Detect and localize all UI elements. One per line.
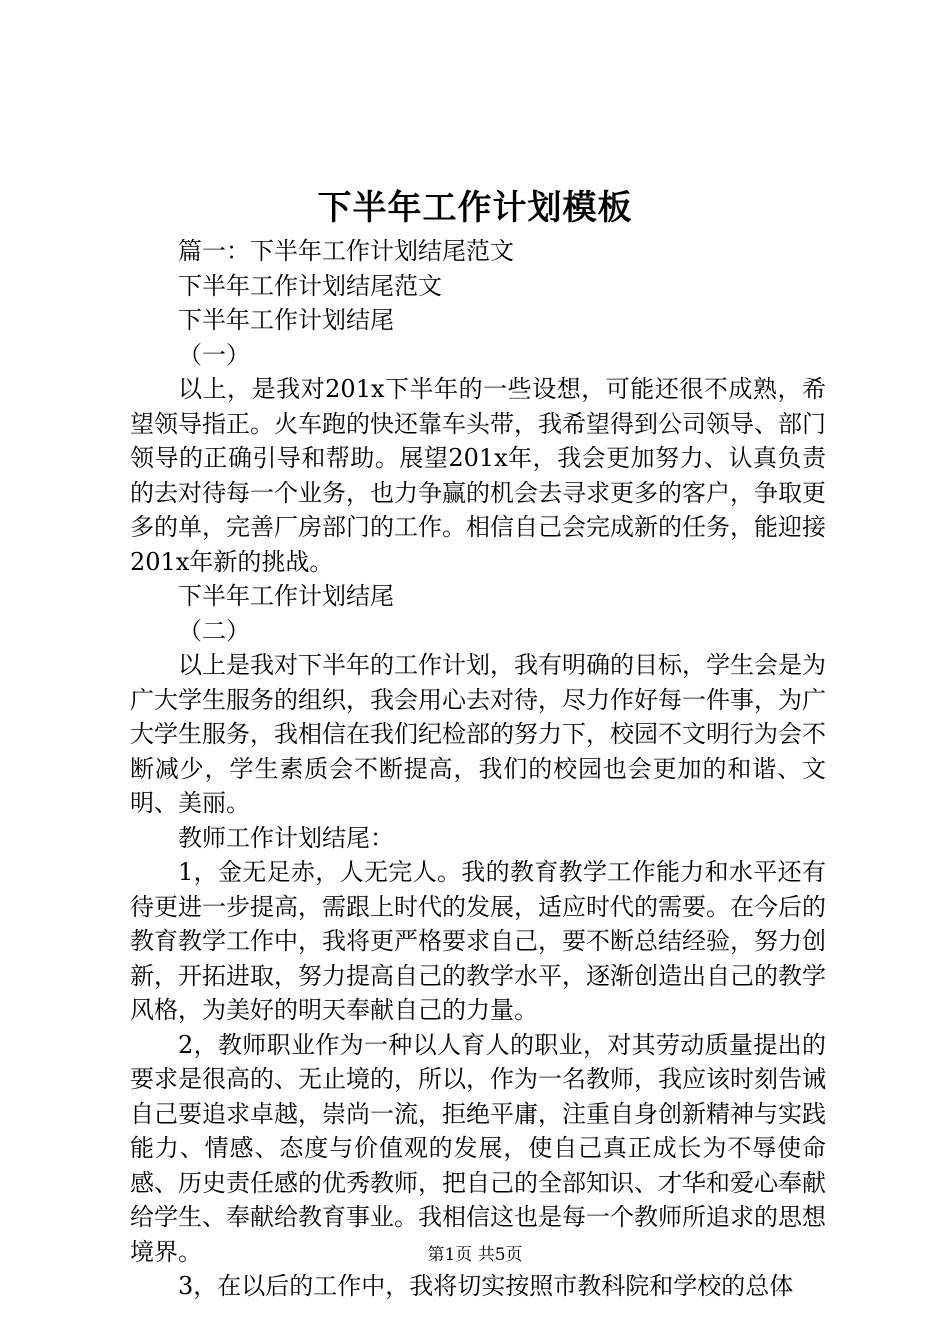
section-number: （二） [178, 616, 250, 645]
section-subheading: 教师工作计划结尾： [178, 823, 394, 852]
body-paragraph: 3，在以后的工作中，我将切实按照市教科院和学校的总体 [178, 1272, 794, 1300]
page-footer: 第1页 共5页 [427, 1245, 523, 1265]
section-number: （一） [178, 340, 250, 369]
body-paragraph: 以上是我对下半年的工作计划，我有明确的目标，学生会是为广大学生服务的组织，我会用心去对待，尽力作好每一件事，为广大学生服务，我相信在我们纪检部的努力下，校园不文明行为会不断减少，学生素质会不断提高，我们的校园也会更加的和谐、文明、美丽。 [130, 651, 826, 817]
section-subheading: 下半年工作计划结尾 [178, 582, 394, 610]
document-title: 下半年工作计划模板 [317, 188, 633, 228]
body-paragraph: 1，金无足赤，人无完人。我的教育教学工作能力和水平还有待更进一步提高，需跟上时代的发展，适应时代的需要。在今后的教育教学工作中，我将更严格要求自己，要不断总结经验，努力创新，开拓进取，努力提高自己的教学水平，逐渐创造出自己的教学风格，为美好的明天奉献自己的力量。 [130, 858, 826, 1024]
body-paragraph: 以上，是我对201x下半年的一些设想，可能还很不成熟，希望领导指正。火车跑的快还靠车头带，我希望得到公司领导、部门领导的正确引导和帮助。展望201x年，我会更加努力、认真负责的去对待每一个业务，也力争赢的机会去寻求更多的客户，争取更多的单，完善厂房部门的工作。相信自己会完成新的任务，能迎接201x年新的挑战。 [130, 375, 826, 576]
section-heading: 篇一：下半年工作计划结尾范文 [178, 237, 514, 265]
document-body [130, 234, 826, 1304]
section-subheading: 下半年工作计划结尾范文 [178, 271, 442, 300]
section-subheading: 下半年工作计划结尾 [178, 306, 394, 334]
body-paragraph: 2，教师职业作为一种以人育人的职业，对其劳动质量提出的要求是很高的、无止境的，所以，作为一名教师，我应该时刻告诫自己要追求卓越，崇尚一流，拒绝平庸，注重自身创新精神与实践能力、情感、态度与价值观的发展，使自己真正成长为不辱使命感、历史责任感的优秀教师，把自己的全部知识、才华和爱心奉献给学生、奉献给教育事业。我相信这也是每一个教师所追求的思想境界。 [130, 1030, 826, 1266]
